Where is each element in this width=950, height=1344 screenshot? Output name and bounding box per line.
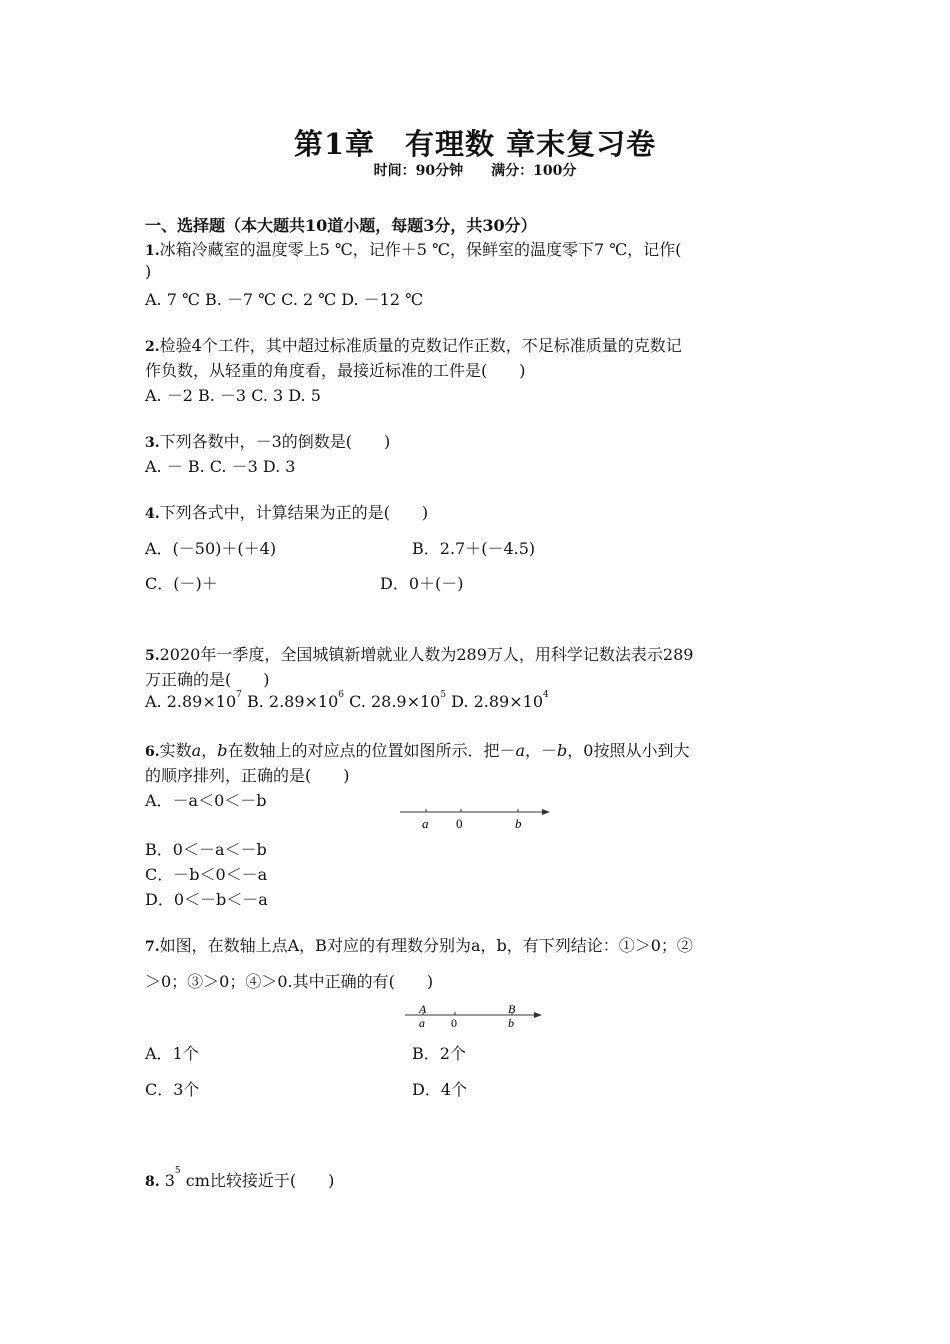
option-c: C. 28.9×10	[349, 692, 441, 711]
question-number: 6.	[145, 744, 160, 760]
question-7-stem	[145, 933, 693, 956]
question-text: 2020年一季度，全国城镇新增就业人数为289万人，用科学记数法表示289	[159, 645, 694, 664]
question-text: 下列各数中，－3的倒数是( )	[159, 432, 391, 451]
label-zero: 0	[451, 1016, 457, 1030]
question-3-stem	[145, 429, 390, 452]
question-7-option-b: B．2个	[412, 1044, 466, 1063]
question-6-option-d: D．0＜－b＜－a	[145, 890, 268, 909]
question-1-stem-cont: )	[145, 262, 152, 281]
axis-arrow	[534, 1012, 542, 1018]
question-2-stem-cont: 作负数，从轻重的角度看，最接近标准的工件是( )	[145, 361, 526, 380]
question-text: ，0按照从小到大	[567, 741, 690, 760]
question-7-option-c: C．3个	[145, 1080, 200, 1099]
question-4-option-b: B．2.7＋(－4.5)	[412, 539, 536, 558]
question-2-stem	[145, 333, 682, 356]
section-heading: 一、选择题（本大题共10道小题，每题3分，共30分）	[145, 216, 537, 235]
question-number: 7.	[145, 939, 160, 955]
question-text: 下列各式中，计算结果为正的是( )	[159, 503, 429, 522]
question-5-stem	[145, 642, 693, 665]
exponent: 7	[236, 690, 242, 700]
exponent: 6	[338, 690, 345, 700]
question-text: 在数轴上的对应点的位置如图所示．把－	[227, 741, 516, 760]
question-8-stem	[145, 1168, 334, 1191]
label-point-B: B	[508, 1002, 516, 1016]
question-text: 冰箱冷藏室的温度零上5 ℃，记作＋5 ℃，保鲜室的温度零下7 ℃，记作(	[159, 240, 682, 259]
exponent: 4	[543, 690, 549, 700]
option-b: B. 2.89×10	[246, 692, 339, 711]
label-zero: 0	[456, 816, 463, 831]
variable-a: a	[191, 741, 202, 760]
option-d: D. 2.89×10	[451, 692, 543, 711]
option-a: A. 2.89×10	[145, 692, 237, 711]
question-number: 4.	[145, 506, 160, 522]
question-7-option-a: A．1个	[145, 1044, 199, 1063]
label-b: b	[508, 1016, 514, 1030]
question-6-option-c: C．－b＜0＜－a	[145, 865, 268, 884]
question-number: 5.	[145, 648, 160, 664]
variable-a: a	[515, 741, 526, 760]
exponent: 5	[440, 690, 447, 700]
variable-b: b	[217, 741, 228, 760]
number-line-figure-q7	[405, 1001, 550, 1031]
question-3-options: A. － B. C. －3 D. 3	[145, 457, 296, 476]
page-title: 第1章 有理数 章末复习卷	[293, 127, 657, 161]
question-4-stem	[145, 500, 428, 523]
question-7-stem-cont: ＞0；③＞0；④＞0.其中正确的有( )	[145, 972, 434, 991]
question-1-stem	[145, 237, 681, 260]
question-text: 如图，在数轴上点A，B对应的有理数分别为a，b，有下列结论：①＞0；②	[159, 936, 693, 955]
question-text: 实数	[159, 741, 192, 760]
label-point-A: A	[419, 1002, 427, 1016]
question-text: 检验4个工件，其中超过标准质量的克数记作正数，不足标准质量的克数记	[159, 336, 682, 355]
question-5-stem-cont: 万正确的是( )	[145, 670, 270, 689]
variable-b: b	[557, 741, 568, 760]
question-6-stem-cont: 的顺序排列，正确的是( )	[145, 766, 350, 785]
question-4-option-c: C．(－)＋	[145, 574, 218, 593]
question-5-options	[145, 692, 549, 711]
question-6-stem	[145, 738, 689, 761]
question-text: cm比较接近于( )	[180, 1171, 335, 1190]
label-a: a	[419, 1016, 425, 1030]
exam-info: 时间：90分钟 满分：100分	[373, 163, 577, 179]
question-text: ，	[201, 741, 218, 760]
question-6-option-a: A．－a＜0＜－b	[145, 791, 267, 810]
question-number: 8.	[145, 1174, 160, 1190]
question-number: 3.	[145, 435, 160, 451]
axis-arrow	[542, 809, 550, 815]
label-b: b	[515, 816, 522, 831]
question-4-option-d: D．0＋(－)	[380, 574, 464, 593]
label-a: a	[422, 816, 429, 831]
question-6-option-b: B．0＜－a＜－b	[145, 840, 267, 859]
question-7-option-d: D．4个	[412, 1080, 468, 1099]
base-number: 3	[164, 1171, 175, 1190]
number-line-figure-q6	[400, 805, 555, 833]
question-4-option-a: A．(－50)＋(＋4)	[145, 539, 277, 558]
question-2-options: A. －2 B. －3 C. 3 D. 5	[145, 386, 321, 405]
question-text: ，－	[525, 741, 558, 760]
exponent: 5	[174, 1166, 181, 1176]
question-number: 2.	[145, 339, 160, 355]
question-number: 1.	[145, 243, 160, 259]
question-1-options: A. 7 ℃ B. －7 ℃ C. 2 ℃ D. －12 ℃	[145, 290, 424, 309]
